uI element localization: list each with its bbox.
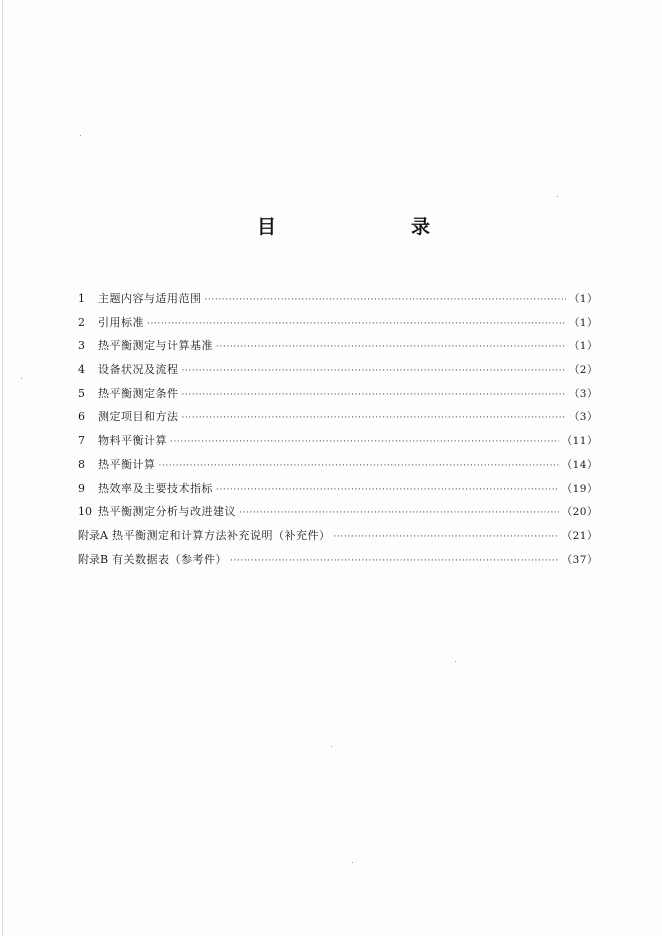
toc-leader-dots xyxy=(216,336,566,360)
toc-leader-dots xyxy=(239,502,559,526)
toc-entry[interactable] xyxy=(78,358,598,382)
toc-entry-page: （3） xyxy=(568,387,598,400)
page-edge xyxy=(2,0,3,936)
toc-entry[interactable] xyxy=(78,429,598,453)
toc-leader-dots xyxy=(216,479,559,503)
toc-entry[interactable] xyxy=(78,524,598,548)
toc-entry-label: 热平衡测定和计算方法补充说明（补充件） xyxy=(112,528,331,542)
toc-leader-dots xyxy=(182,384,566,408)
toc-entry-label: 热平衡测定分析与改进建议 xyxy=(98,505,236,519)
toc-entry-number: 7 xyxy=(78,434,85,448)
paper-speck xyxy=(21,378,22,379)
toc-entry-number: 4 xyxy=(78,363,85,377)
paper-speck xyxy=(557,196,558,197)
toc-leader-dots xyxy=(230,550,559,574)
toc-title-left: 目 xyxy=(257,216,277,238)
toc-leader-dots xyxy=(334,526,559,550)
toc-entry-label: 测定项目和方法 xyxy=(98,410,179,424)
toc-entry-label: 热平衡测定条件 xyxy=(98,386,179,400)
toc-entry-page: （1） xyxy=(568,293,598,305)
toc-entry-page: （37） xyxy=(561,553,598,566)
toc-entry-number: 附录B xyxy=(78,552,109,566)
toc-entry-label: 有关数据表（参考件） xyxy=(112,552,227,566)
table-of-contents xyxy=(78,287,598,571)
toc-entry-page: （21） xyxy=(561,529,598,542)
toc-entry[interactable] xyxy=(78,405,598,429)
toc-entry-label: 设备状况及流程 xyxy=(98,363,179,377)
toc-entry-number: 2 xyxy=(78,315,85,329)
toc-entry-number: 8 xyxy=(78,457,85,471)
toc-title xyxy=(0,214,662,240)
paper-speck xyxy=(455,661,456,662)
toc-entry[interactable] xyxy=(78,311,598,335)
toc-entry-page: （19） xyxy=(561,482,598,495)
toc-entry-label: 热效率及主要技术指标 xyxy=(98,481,213,495)
toc-leader-dots xyxy=(147,313,566,337)
toc-entry-number: 1 xyxy=(78,292,85,305)
toc-leader-dots xyxy=(182,407,566,431)
toc-entry[interactable] xyxy=(78,453,598,477)
toc-entry[interactable] xyxy=(78,382,598,406)
toc-entry[interactable] xyxy=(78,287,598,311)
toc-entry[interactable] xyxy=(78,334,598,358)
toc-entry-label: 热平衡测定与计算基准 xyxy=(98,339,213,353)
toc-entry-page: （1） xyxy=(568,316,598,329)
toc-entry[interactable] xyxy=(78,500,598,524)
toc-entry-label: 引用标准 xyxy=(98,315,144,329)
toc-entry[interactable] xyxy=(78,477,598,501)
toc-leader-dots xyxy=(170,431,559,455)
toc-entry-page: （14） xyxy=(561,458,598,471)
toc-entry-page: （3） xyxy=(568,411,598,424)
paper-speck xyxy=(352,862,353,863)
toc-entry-page: （20） xyxy=(561,506,598,519)
toc-entry-number: 3 xyxy=(78,339,85,353)
toc-entry-label: 热平衡计算 xyxy=(98,457,156,471)
toc-entry-label: 主题内容与适用范围 xyxy=(98,292,202,305)
toc-entry-number: 9 xyxy=(78,481,85,495)
toc-entry-number: 10 xyxy=(78,505,92,519)
toc-title-right: 录 xyxy=(411,216,431,238)
toc-entry-page: （1） xyxy=(568,340,598,353)
toc-entry[interactable] xyxy=(78,548,598,572)
toc-entry-page: （2） xyxy=(568,364,598,377)
toc-entry-label: 物料平衡计算 xyxy=(98,434,167,448)
toc-leader-dots xyxy=(182,360,566,384)
toc-entry-number: 6 xyxy=(78,410,85,424)
toc-entry-page: （11） xyxy=(561,435,598,448)
paper-speck xyxy=(80,135,81,136)
toc-entry-number: 5 xyxy=(78,386,85,400)
toc-leader-dots xyxy=(159,455,559,479)
toc-leader-dots xyxy=(205,289,566,313)
paper-speck xyxy=(331,746,332,747)
toc-entry-number: 附录A xyxy=(78,528,108,542)
